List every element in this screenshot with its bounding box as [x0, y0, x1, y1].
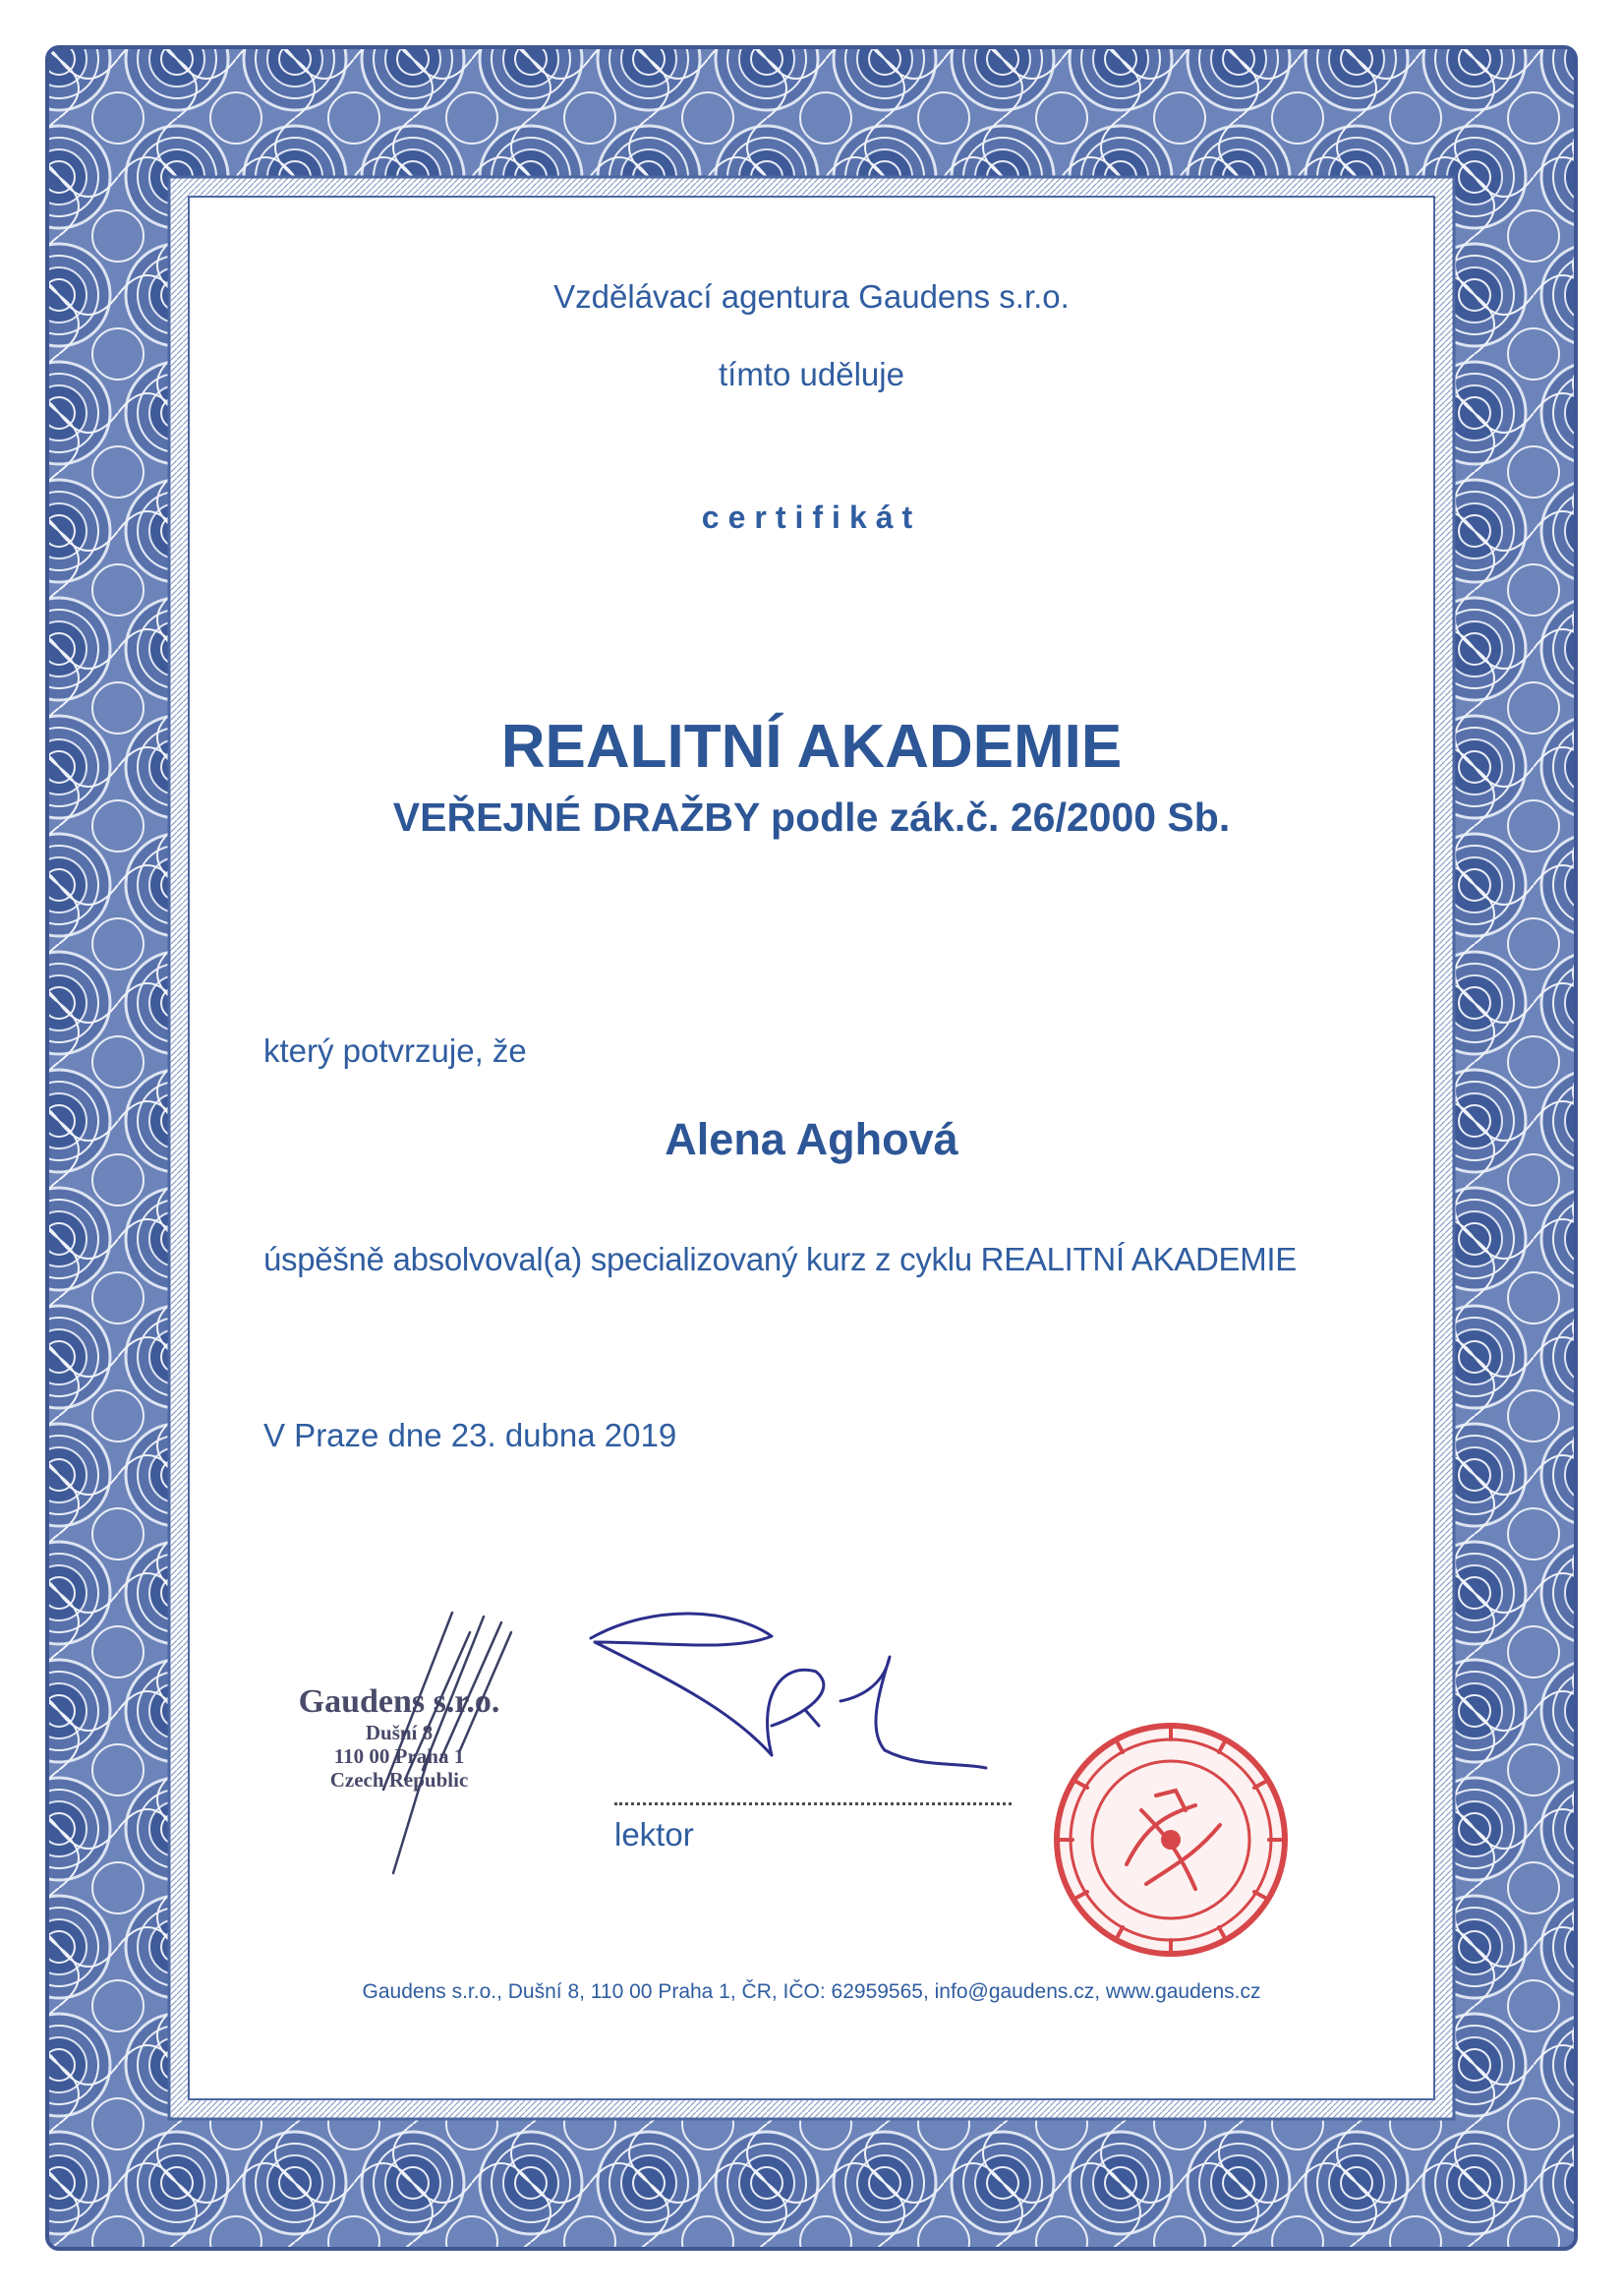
course-title: REALITNÍ AKADEMIE	[500, 713, 1123, 781]
document-type: certifikát	[701, 500, 922, 535]
completion-text: úspěšně absolvoval(a) specializovaný kurz z cyklu REALITNÍ AKADEMIE	[263, 1241, 1297, 1277]
recipient-name: Alena Aghová	[665, 1114, 958, 1164]
red-seal	[1048, 1717, 1294, 1963]
course-subtitle: VEŘEJNÉ DRAŽBY podle zák.č. 26/2000 Sb.	[392, 795, 1231, 840]
place-date: V Praze dne 23. dubna 2019	[263, 1417, 677, 1453]
footer-contact: Gaudens s.r.o., Dušní 8, 110 00 Praha 1, ČR, IČO: 62959565, info@gaudens.cz, www.gaudens.cz	[362, 1980, 1261, 2003]
stamp-country: Czech Republic	[329, 1768, 469, 1792]
signature-line	[614, 1802, 1012, 1805]
issuer-name: Vzdělávací agentura Gaudens s.r.o.	[553, 278, 1070, 315]
lector-signature	[585, 1603, 998, 1790]
grants-text: tímto uděluje	[719, 356, 904, 392]
confirms-text: který potvrzuje, že	[263, 1032, 527, 1069]
stamp-street: Dušní 8	[365, 1721, 434, 1744]
stamp-company: Gaudens s.r.o.	[298, 1683, 500, 1720]
stamp-city: 110 00 Praha 1	[333, 1744, 465, 1768]
lector-label: lektor	[614, 1816, 694, 1853]
director-signature	[354, 1603, 531, 1878]
